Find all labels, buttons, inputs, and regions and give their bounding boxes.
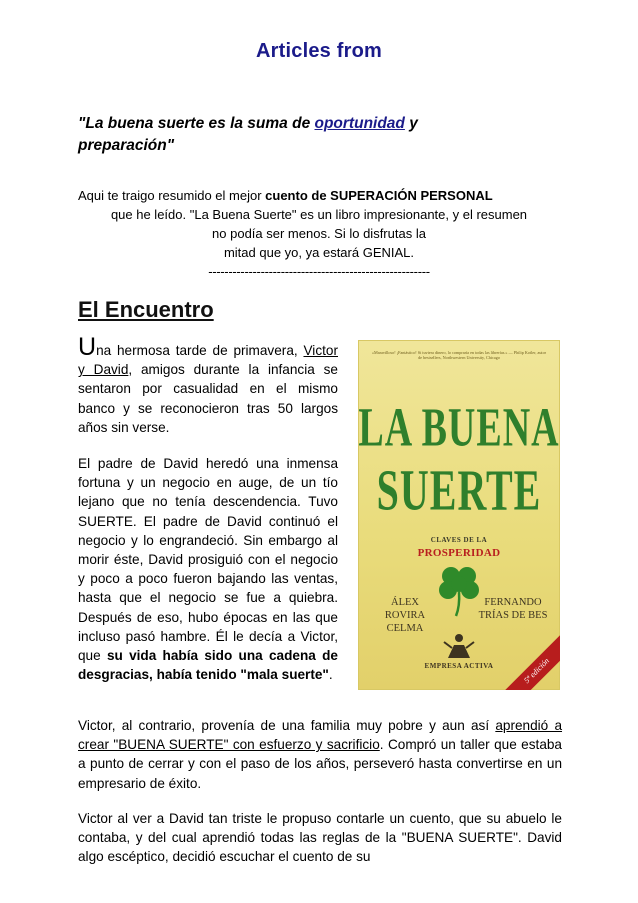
- oportunidad-link[interactable]: oportunidad: [314, 115, 405, 132]
- author-2-last: TRÍAS DE BES: [478, 610, 548, 621]
- quote-text-end: y preparación": [78, 115, 418, 154]
- intro-line-4: mitad que yo, ya estará GENIAL.: [223, 245, 415, 260]
- para2-bold: su vida había sido una cadena de desgracias, había tenido "mala suerte": [78, 648, 338, 683]
- para3-text-a: Victor, al contrario, provenía de una familia muy pobre y aun así: [78, 718, 496, 733]
- intro-line-1: [74, 186, 564, 205]
- intro-line-1-bold: cuento de SUPERACIÓN PERSONAL: [265, 188, 493, 203]
- publisher-logo-icon: [442, 632, 476, 660]
- drop-cap: U: [78, 333, 97, 361]
- intro-line-2: que he leído. "La Buena Suerte" es un libro impresionante, y el resumen: [110, 207, 528, 222]
- para3-underlined: aprendió a crear "BUENA SUERTE" con esfuerzo y sacrificio: [78, 718, 563, 753]
- book-cover-image: [358, 340, 560, 690]
- book-author-1: [372, 596, 438, 635]
- book-subtitle-1: CLAVES DE LA: [430, 536, 488, 544]
- paragraph-victor: [78, 716, 562, 793]
- para1-text-b: , amigos durante la infancia se sentaron por casualidad en el mismo banco y se reconocieron tras 50 largos años sin verse.: [78, 362, 338, 435]
- book-title-line-1: LA BUENA: [358, 397, 560, 459]
- paragraph-story: [78, 809, 562, 867]
- edition-label: 5ª edición: [496, 626, 560, 690]
- book-author-2: [476, 596, 550, 622]
- para2-text-b: .: [328, 667, 333, 683]
- intro-separator: -------------------------------------------------------: [208, 264, 430, 279]
- author-1-first: ÁLEX: [391, 597, 419, 608]
- paragraph-david: [78, 454, 338, 684]
- para2-text-a: El padre de David heredó una inmensa fortuna y un negocio en auge, de un tío lejano que no tenía descendencia. Tuvo SUERTE. El padre de David continuó el negocio y lo engrandeció. Sin embargo al morir éste, David prosiguió con el negocio y poco a poco fueron bajando las ventas, hasta que el negocio se fue a quiebra. Después de eso, hubo épocas en las que incluso pasó hambre. Él le decía a Victor, que: [78, 456, 338, 664]
- author-1-last: ROVIRA CELMA: [384, 610, 426, 634]
- para1-text-a: na hermosa tarde de primavera,: [96, 343, 304, 358]
- intro-line-3: no podía ser menos. Si lo disfrutas la: [212, 226, 426, 241]
- book-title-line-2: SUERTE: [376, 457, 542, 523]
- page-title: Articles from: [256, 40, 382, 62]
- intro-line-1-text: Aqui te traigo resumido el mejor: [78, 188, 266, 203]
- para4-text: Victor al ver a David tan triste le propuso contarle un cuento, que su abuelo le contaba, y del cual aprendió todas las reglas de la "BUENA SUERTE". David algo escéptico, decidió escuchar el cuento de su: [78, 811, 562, 865]
- quote-text-start: "La buena suerte es la suma de: [78, 115, 315, 132]
- edition-ribbon: [496, 626, 560, 690]
- book-blurb: «Maravilloso! ¡Fantástico! Si tuviera dinero, lo compraría en todas las librerías.» — Philip Kotler, autor de bestsellers, Northwestern University, Chicago: [371, 350, 547, 361]
- left-column-text: [78, 333, 338, 701]
- author-2-first: FERNANDO: [484, 597, 542, 608]
- intro-paragraph: [74, 186, 564, 281]
- quote-heading: [78, 113, 498, 157]
- book-publisher: EMPRESA ACTIVA: [424, 662, 494, 670]
- para3-text-b: . Compró un taller que estaba a punto de cerrar y con el paso de los años, perseveró hasta convertirse en un empresario de éxito.: [78, 737, 562, 791]
- book-subtitle-2: PROSPERIDAD: [417, 547, 501, 559]
- paragraph-encounter: [78, 333, 338, 437]
- names-underlined: Victor y David: [78, 343, 338, 378]
- section-heading: El Encuentro: [78, 297, 214, 322]
